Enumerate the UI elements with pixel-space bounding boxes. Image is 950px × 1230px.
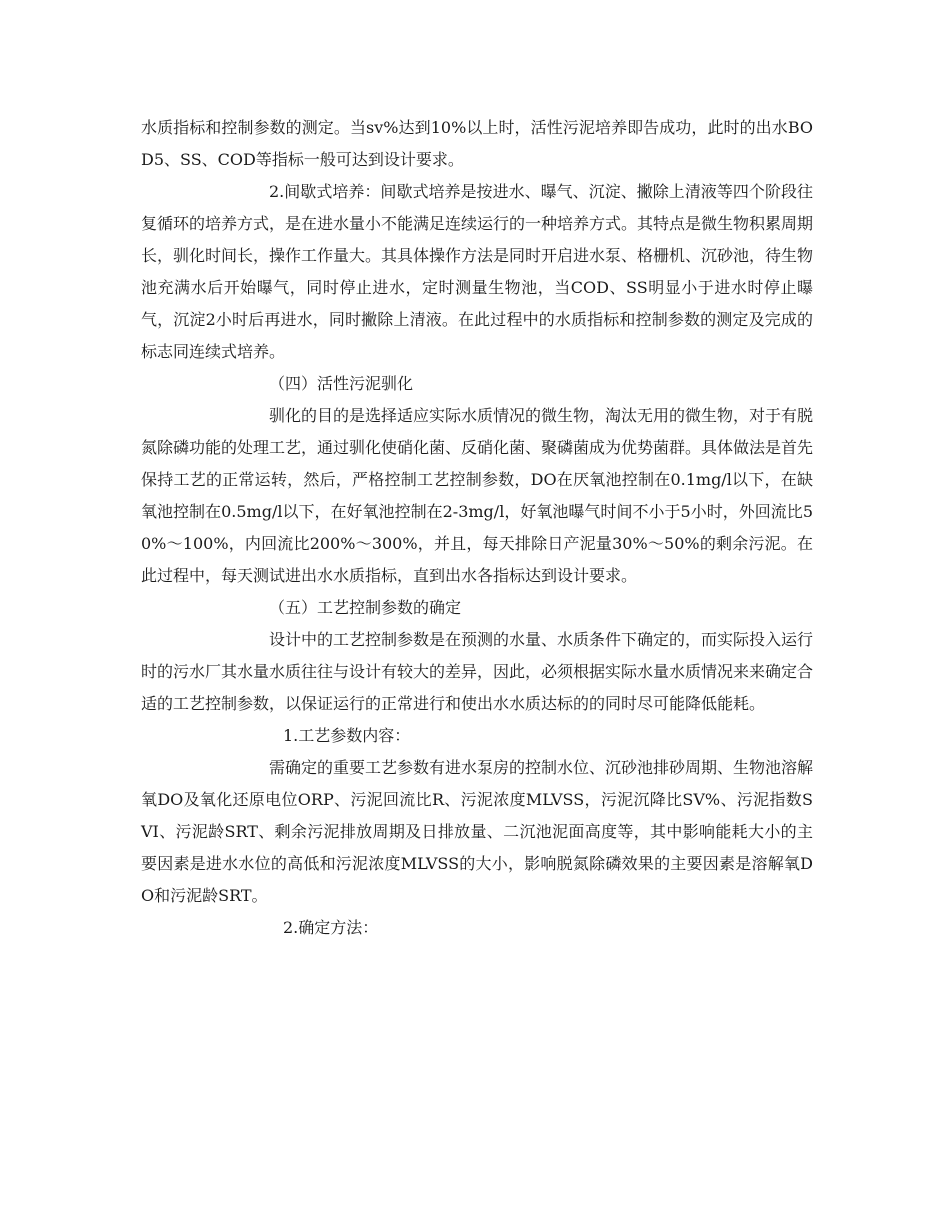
paragraph-sv-result: 水质指标和控制参数的测定。当sv%达到10%以上时，活性污泥培养即告成功，此时的出水BOD5、SS、COD等指标一般可达到设计要求。 [141, 118, 813, 169]
document-body [141, 112, 813, 944]
paragraph-design-parameters: 设计中的工艺控制参数是在预测的水量、水质条件下确定的，而实际投入运行时的污水厂其水量水质往往与设计有较大的差异，因此，必须根据实际水量水质情况来来确定合适的工艺控制参数，以保证运行的正常进行和使出水水质达标的的同时尽可能降低能耗。 [141, 630, 814, 713]
paragraph-intermittent-culture: 2.间歇式培养：间歇式培养是按进水、曝气、沉淀、撇除上清液等四个阶段往复循环的培养方式，是在进水量小不能满足连续运行的一种培养方式。其特点是微生物积累周期长，驯化时间长，操作工作量大。其具体操作方法是同时开启进水泵、格栅机、沉砂池，待生物池充满水后开始曝气，同时停止进水，定时测量生物池，当COD、SS明显小于进水时停止曝气，沉淀2小时后再进水，同时撇除上清液。在此过程中的水质指标和控制参数的测定及完成的标志同连续式培养。 [141, 182, 814, 361]
paragraph-parameter-content: 需确定的重要工艺参数有进水泵房的控制水位、沉砂池排砂周期、生物池溶解氧DO及氧化还原电位ORP、污泥回流比R、污泥浓度MLVSS，污泥沉降比SV%、污泥指数SVI、污泥龄SRT、剩余污泥排放周期及日排放量、二沉池泥面高度等，其中影响能耗大小的主要因素是进水水位的高低和污泥浓度MLVSS的大小，影响脱氮除磷效果的主要因素是溶解氧DO和污泥龄SRT。 [141, 758, 814, 905]
subheading-determination-method: 2.确定方法： [283, 918, 379, 937]
section-heading-process-parameters: （五）工艺控制参数的确定 [269, 598, 462, 617]
section-heading-acclimation: （四）活性污泥驯化 [269, 374, 414, 393]
paragraph-acclimation: 驯化的目的是选择适应实际水质情况的微生物，淘汰无用的微生物，对于有脱氮除磷功能的处理工艺，通过驯化使硝化菌、反硝化菌、聚磷菌成为优势菌群。具体做法是首先保持工艺的正常运转，然后，严格控制工艺控制参数，DO在厌氧池控制在0.1mg/l以下，在缺氧池控制在0.5mg/l以下，在好氧池控制在2-3mg/l，好氧池曝气时间不小于5小时，外回流比50%～100%，内回流比200%～300%，并且，每天排除日产泥量30%～50%的剩余污泥。在此过程中，每天测试进出水水质指标，直到出水各指标达到设计要求。 [141, 406, 814, 585]
subheading-parameter-content: 1.工艺参数内容： [283, 726, 411, 745]
